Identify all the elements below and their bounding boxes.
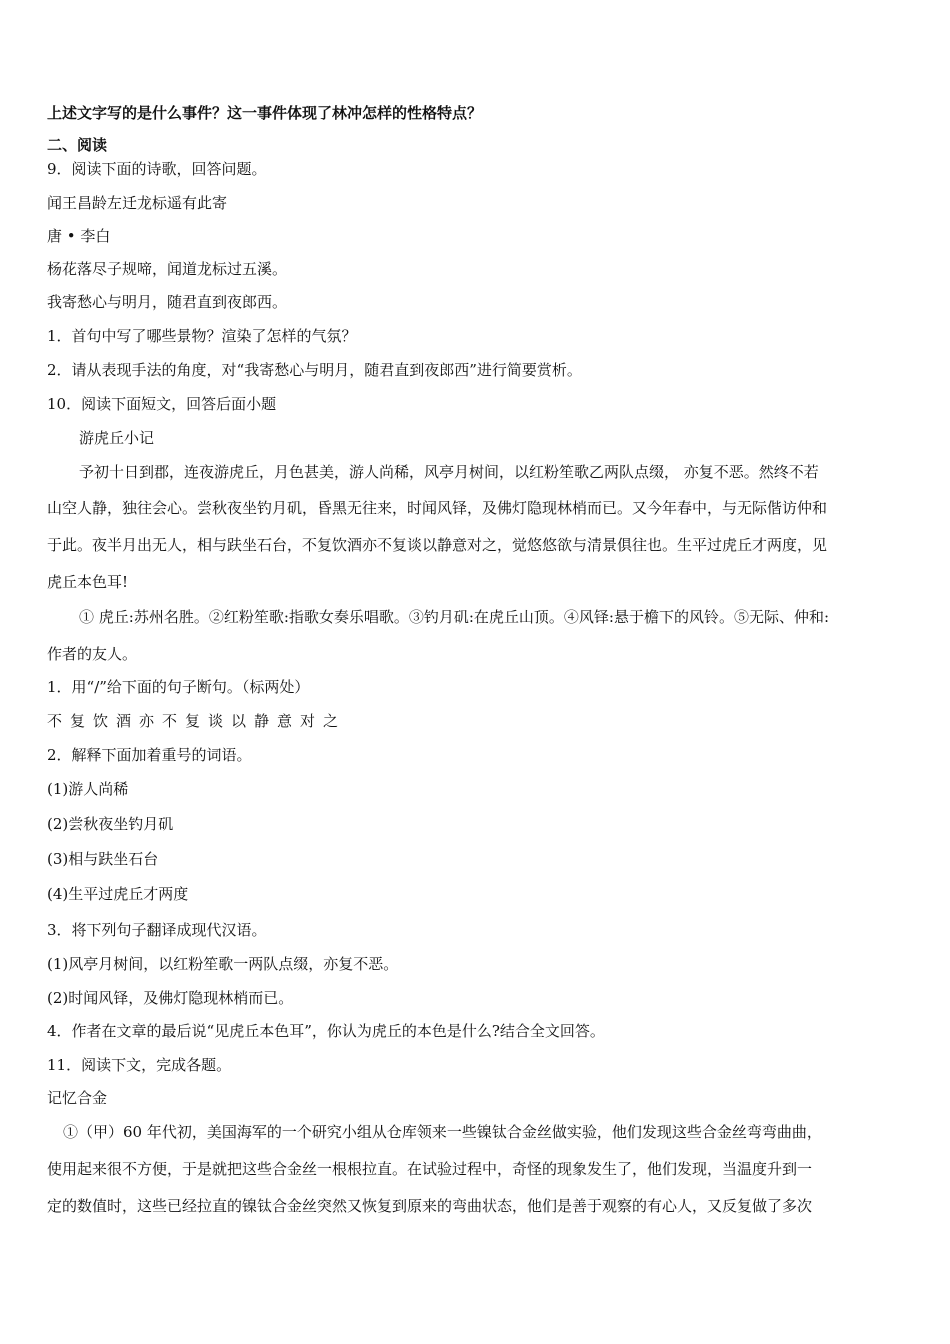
sub-question: (1)风亭月树间，以红粉笙歌一两队点缀，亦复不恶。	[47, 955, 399, 973]
essay-line: 山空人静，独往会心。尝秋夜坐钓月矶，昏黑无往来，时闻风铎，及佛灯隐现林梢而已。又今年春中，与无际偕访仲和	[47, 499, 828, 517]
question-9-1: 1．首句中写了哪些景物？渲染了怎样的气氛？	[47, 327, 357, 345]
previous-question: 上述文字写的是什么事件？这一事件体现了林冲怎样的性格特点？	[47, 104, 483, 122]
essay-line: 予初十日到郡，连夜游虎丘，月色甚美，游人尚稀，风亭月树间，以红粉笙歌乙两队点缀， 亦复不恶。然终不若	[79, 463, 819, 481]
question-10-4: 4．作者在文章的最后说“见虎丘本色耳”，你认为虎丘的本色是什么?结合全文回答。	[47, 1022, 605, 1040]
footnote-line: ① 虎丘:苏州名胜。②红粉笙歌:指歌女奏乐唱歌。③钓月矶:在虎丘山顶。④风铎:悬于檐下的风铃。⑤无际、仲和:	[79, 608, 830, 626]
question-10-2: 2．解释下面加着重号的词语。	[47, 746, 252, 764]
poem-line: 杨花落尽子规啼，闻道龙标过五溪。	[47, 260, 288, 278]
poem-line: 我寄愁心与明月，随君直到夜郎西。	[47, 293, 288, 311]
poem-title: 闻王昌龄左迁龙标遥有此寄	[47, 194, 228, 212]
essay-line: 虎丘本色耳!	[47, 573, 129, 591]
article-line: 使用起来很不方便，于是就把这些合金丝一根根拉直。在试验过程中，奇怪的现象发生了，他们发现，当温度升到一	[47, 1160, 813, 1178]
sub-question: (1)游人尚稀	[47, 780, 129, 798]
essay-title: 游虎丘小记	[79, 429, 155, 447]
question-9-2: 2．请从表现手法的角度，对“我寄愁心与明月，随君直到夜郎西”进行简要赏析。	[47, 361, 582, 379]
article-title: 记忆合金	[47, 1089, 108, 1107]
question-10: 10．阅读下面短文，回答后面小题	[47, 395, 277, 413]
question-10-3: 3．将下列句子翻译成现代汉语。	[47, 921, 267, 939]
question-11: 11．阅读下文，完成各题。	[47, 1056, 232, 1074]
question-10-1: 1．用“/”给下面的句子断句。（标两处）	[47, 678, 310, 696]
sub-question: (3)相与趺坐石台	[47, 850, 159, 868]
punctuation-sentence: 不复饮酒亦不复谈以静意对之	[47, 712, 347, 730]
question-9: 9．阅读下面的诗歌，回答问题。	[47, 160, 267, 178]
essay-line: 于此。夜半月出无人，相与趺坐石台，不复饮酒亦不复谈以静意对之，觉悠悠欲与清景俱往也。生平过虎丘才两度，见	[47, 536, 828, 554]
article-line: 定的数值时，这些已经拉直的镍钛合金丝突然又恢复到原来的弯曲状态，他们是善于观察的有心人，又反复做了多次	[47, 1197, 813, 1215]
sub-question: (4)生平过虎丘才两度	[47, 885, 189, 903]
article-line: ①（甲）60 年代初，美国海军的一个研究小组从仓库领来一些镍钛合金丝做实验，他们发现这些合金丝弯弯曲曲，	[63, 1123, 822, 1141]
section-heading: 二、阅读	[47, 136, 108, 154]
poem-author: 唐 • 李白	[47, 227, 111, 245]
sub-question: (2)时闻风铎，及佛灯隐现林梢而已。	[47, 989, 294, 1007]
footnote-line: 作者的友人。	[47, 645, 138, 663]
sub-question: (2)尝秋夜坐钓月矶	[47, 815, 174, 833]
